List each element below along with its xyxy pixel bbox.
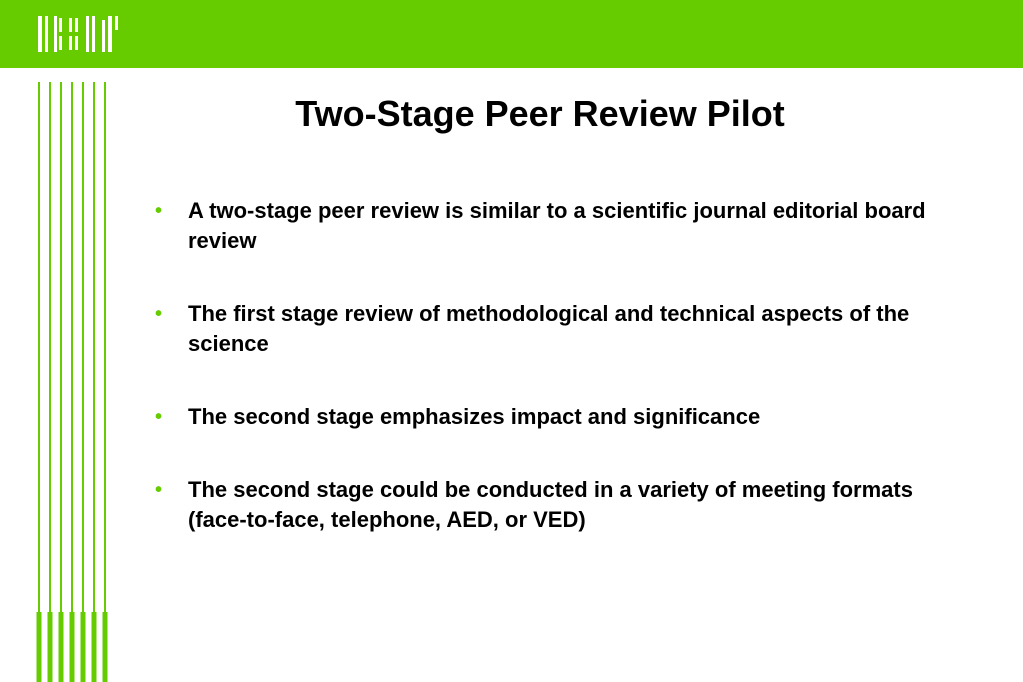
- header-bar: [0, 0, 1023, 68]
- bullet-text: The first stage review of methodological and technical aspects of the science: [188, 301, 910, 356]
- bullet-text: The second stage emphasizes impact and significance: [188, 404, 761, 429]
- bullet-marker: •: [155, 479, 163, 501]
- bullet-item: [155, 196, 935, 256]
- bullet-text: A two-stage peer review is similar to a scientific journal editorial board review: [188, 198, 926, 253]
- bullet-item: [155, 402, 935, 432]
- bullet-marker: •: [155, 303, 163, 325]
- bullet-marker: •: [155, 200, 163, 222]
- slide-title: Two-Stage Peer Review Pilot: [295, 93, 785, 134]
- bullet-item: [155, 299, 935, 359]
- bullet-text: The second stage could be conducted in a variety of meeting formats (face-to-face, telephone, AED, or VED): [188, 477, 913, 532]
- organization-logo-icon: [36, 14, 122, 54]
- decorative-stripes: [36, 82, 111, 682]
- bullet-marker: •: [155, 406, 163, 428]
- bullet-list: [155, 196, 935, 578]
- bullet-item: [155, 475, 935, 535]
